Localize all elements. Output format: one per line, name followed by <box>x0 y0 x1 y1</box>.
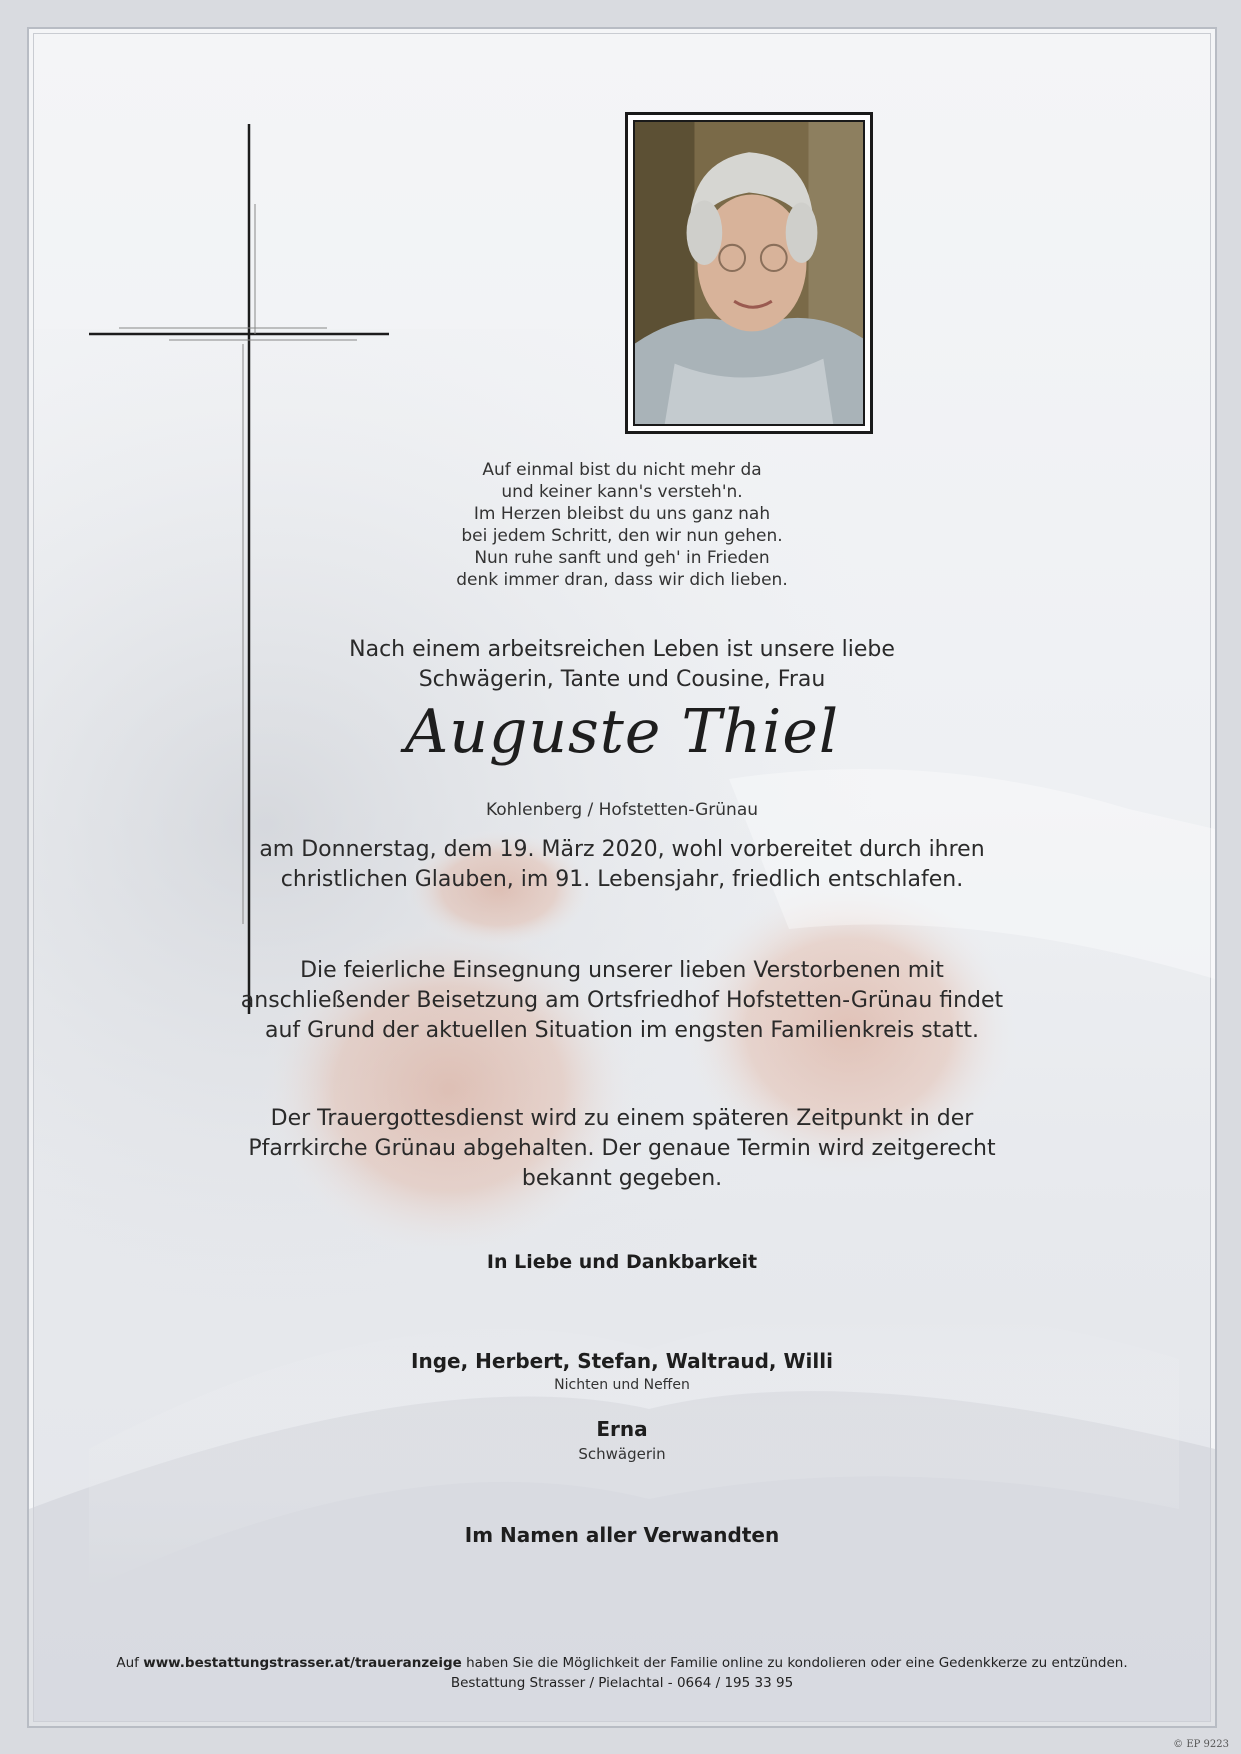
intro-text <box>29 635 1215 695</box>
ceremony-line: anschließender Beisetzung am Ortsfriedhof Hofstetten-Grünau findet <box>240 988 1004 1013</box>
poem-line: Nun ruhe sanft und geh' in Frieden <box>474 548 770 568</box>
ceremony-line: auf Grund der aktuellen Situation im engsten Familienkreis statt. <box>264 1018 980 1043</box>
intro-line: Nach einem arbeitsreichen Leben ist unsere liebe <box>349 637 895 662</box>
thanks-line: In Liebe und Dankbarkeit <box>486 1251 758 1273</box>
footer-text: haben Sie die Möglichkeit der Familie online zu kondolieren oder eine Gedenkkerze zu entzünden. <box>461 1655 1128 1671</box>
residence: Kohlenberg / Hofstetten-Grünau <box>485 800 759 820</box>
poem <box>29 459 1215 591</box>
ceremony-notice <box>29 956 1215 1046</box>
family-names: Inge, Herbert, Stefan, Waltraud, Willi <box>411 1349 833 1373</box>
mass-line: Pfarrkirche Grünau abgehalten. Der genaue Termin wird zeitgerecht <box>248 1136 996 1161</box>
poem-line: Im Herzen bleibst du uns ganz nah <box>473 504 771 524</box>
mass-notice <box>29 1104 1215 1194</box>
portrait-frame <box>625 112 873 434</box>
obituary-sheet <box>27 27 1217 1728</box>
poem-line: und keiner kann's versteh'n. <box>501 482 743 502</box>
footer-text: Auf <box>116 1655 144 1671</box>
condolence-link[interactable]: www.bestattungstrasser.at/traueranzeige <box>143 1655 462 1671</box>
print-code: © EP 9223 <box>1173 1739 1229 1750</box>
family-relation: Schwägerin <box>578 1445 666 1463</box>
deceased-name: Auguste Thiel <box>404 697 840 767</box>
mass-line: Der Trauergottesdienst wird zu einem späteren Zeitpunkt in der <box>270 1106 974 1131</box>
family-names: Erna <box>596 1417 648 1441</box>
portrait-photo <box>633 120 865 426</box>
death-notice <box>29 835 1215 895</box>
poem-line: bei jedem Schritt, den wir nun gehen. <box>461 526 783 546</box>
closing-line: Im Namen aller Verwandten <box>464 1523 780 1547</box>
mass-line: bekannt gegeben. <box>521 1166 723 1191</box>
funeral-home-contact: Bestattung Strasser / Pielachtal - 0664 / 195 33 95 <box>450 1675 794 1691</box>
death-line: christlichen Glauben, im 91. Lebensjahr, friedlich entschlafen. <box>280 867 964 892</box>
ceremony-line: Die feierliche Einsegnung unserer lieben Verstorbenen mit <box>300 958 944 983</box>
death-line: am Donnerstag, dem 19. März 2020, wohl vorbereitet durch ihren <box>259 837 985 862</box>
intro-line: Schwägerin, Tante und Cousine, Frau <box>418 667 826 692</box>
family-relation: Nichten und Neffen <box>554 1377 690 1393</box>
poem-line: denk immer dran, dass wir dich lieben. <box>456 570 788 590</box>
poem-line: Auf einmal bist du nicht mehr da <box>482 460 762 480</box>
footer-info <box>29 1655 1215 1671</box>
